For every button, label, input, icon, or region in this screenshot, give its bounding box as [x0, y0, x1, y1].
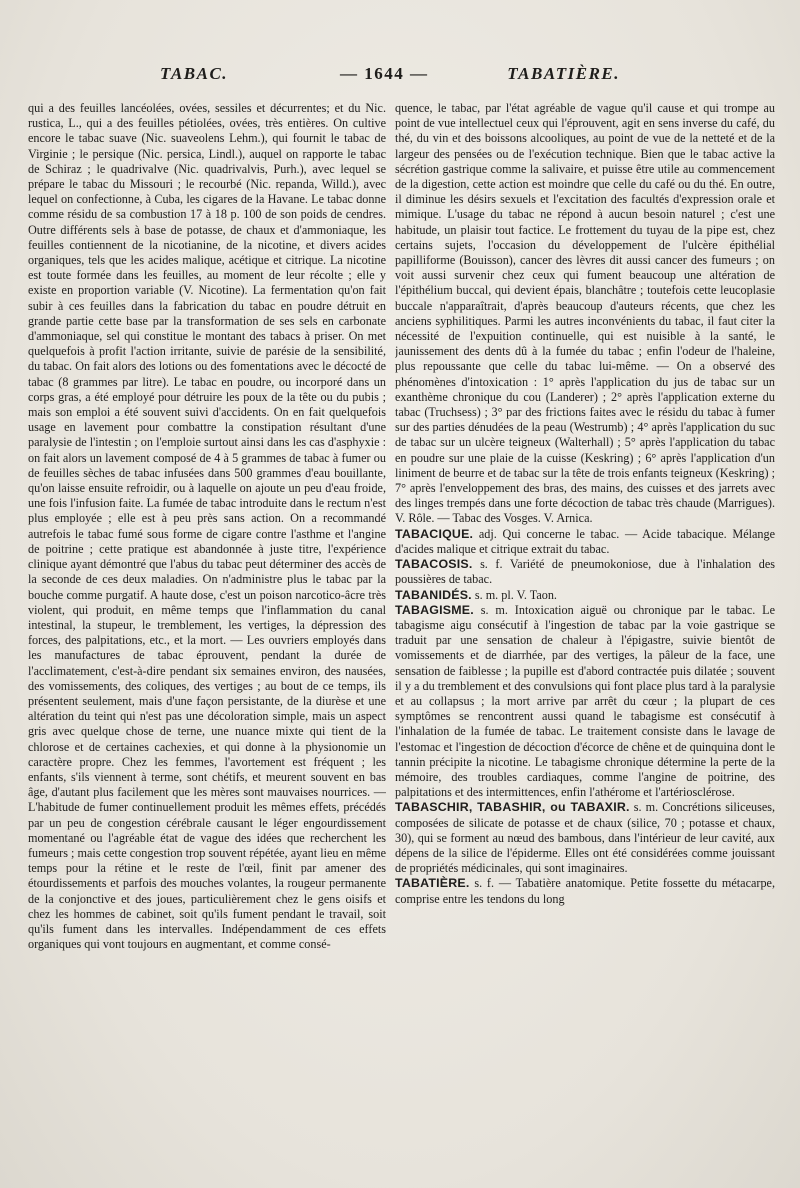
entry-headword: TABACIQUE. [395, 526, 474, 541]
right-column [395, 101, 775, 1181]
entry-headword: TABANIDÉS. [395, 587, 472, 602]
dictionary-entry [395, 800, 775, 876]
entry-headword: TABASCHIR, TABASHIR, ou TABAXIR. [395, 800, 630, 815]
entry-body: adj. Qui concerne le tabac. — Acide tabacique. Mélange d'acides malique et citrique extrait du tabac. [395, 526, 775, 556]
left-column-text: qui a des feuilles lancéolées, ovées, sessiles et décurrentes; et du Nic. rustica, L., qui a des feuilles pétiolées, ovées, très entières. On cultive encore le tabac suave (Nic. suaveolens Lehm.), qui fournit le tabac de Virginie ; le persique (Nic. persica, Lindl.), auquel on rapporte le tabac de Schiraz ; le quadrivalve (Nic. quadrivalvis, Purh.), avec lequel se prépare le tabac du Missouri ; le recourbé (Nic. repanda, Willd.), avec lequel on confectionne, à Cuba, les cigares de la Havane. Le tabac donne comme résidu de sa combustion 17 à 18 p. 100 de son poids de cendres. Outre différents sels à base de potasse, de chaux et d'ammoniaque, les feuilles contiennent de la nicotianine, de la nicotine, et divers acides organiques, tels que les acides malique, acétique et citrique. La nicotine est toute formée dans les feuilles, au moment de leur récolte ; elle y existe en proportion variable (V. Nicotine). La fermentation qu'on fait subir à ces feuilles dans la fabrication du tabac en poudre détruit en grande partie cette base par la transformation de ses sels en carbonate d'ammoniaque, sel qui constitue le montant des tabacs à priser. On met quelquefois à profit l'action irritante, suivie de parésie de la sensibilité, du tabac. On fait alors des lotions ou des fomentations avec le décocté de tabac (8 grammes par litre). Le tabac en poudre, ou incorporé dans un corps gras, a été employé pour détruire les poux de la tête ou du pubis ; mais son emploi a été souvent suivi d'accidents. On en fait quelquefois usage en lavement pour combattre la constipation résultant d'une paralysie de l'intestin ; on l'emploie surtout ainsi dans les cas d'asphyxie : on fait alors un lavement composé de 4 à 5 grammes de tabac à fumer ou de feuilles sèches de tabac infusées dans 500 grammes d'eau bouillante, qu'on laisse ensuite refroidir, ou à laquelle on ajoute un peu d'eau froide, une fois l'infusion faite. La fumée de tabac introduite dans le rectum n'est plus employée ; elle est à peu près sans action. On a recommandé autrefois le tabac fumé sous forme de cigare contre l'asthme et l'angine de poitrine ; cette pratique est abandonnée à juste titre, l'expérience clinique ayant démontré que l'abus du tabac peut déterminer des accès de la seconde de ces deux maladies. On n'administre plus le tabac par la bouche comme purgatif. A haute dose, c'est un poison narcotico-âcre très violent, qui produit, en même temps que l'inflammation du canal intestinal, la stupeur, le tremblement, les vertiges, la dépression des forces, des palpitations, etc., et la mort. — Les ouvriers employés dans les manufactures de tabac éprouvent, pendant la durée de l'acclimatement, c'est-à-dire pendant six semaines environ, des nausées, des vomissements, des coliques, des vertiges ; au bout de ce temps, ils présentent seulement, mais d'une façon persistante, de la diurèse et une altération du teint qui n'est pas une décoloration simple, mais un aspect gris avec quelque chose de terne, une nuance mixte qui tient de la chlorose et de certaines cachexies, et qui donne à la physionomie un caractère propre. Chez les femmes, l'avortement est fréquent ; les enfants, s'ils viennent à terme, sont chétifs, et meurent souvent en bas âge, d'autant plus facilement que les mères sont mauvaises nourrices. — L'habitude de fumer continuellement produit les mêmes effets, précédés par un peu de congestion cérébrale causant le léger engourdissement momentané ou l'agréable état de vague des idées que recherchent les fumeurs ; mais cette congestion trop souvent répétée, ayant lieu en même temps pour la rétine et le reste de l'œil, finit par amener des étourdissements et parfois des mouches volantes, la rougeur permanente de la conjonctive et des joues, particulièrement chez le gens oisifs et chez les hommes de cabinet, soit qu'ils fument pendant le travail, soit qu'ils fument dans les intervalles. Indépendamment de ces effets organiques qui vont toujours en augmentant, et comme consé- [28, 101, 386, 952]
dictionary-entry [395, 588, 775, 603]
entry-body: s. m. Concrétions siliceuses, composées de silicate de potasse et de chaux (silice, 70 ; potasse et chaux, 30), qui se forment au nœud des bambous, dans l'intérieur de leur cavité, aux dépens de la silice de l'épiderme. Elles ont été considérées comme jouissant de propriétés médicinales, qui sont imaginaires. [395, 800, 775, 876]
entry-headword: TABACOSIS. [395, 557, 473, 572]
dictionary-entry [395, 527, 775, 557]
running-header [150, 64, 620, 92]
entry-headword: TABAGISME. [395, 602, 474, 617]
entry-headword: TABATIÈRE. [395, 876, 470, 891]
right-column-continuation: quence, le tabac, par l'état agréable de vague qu'il cause et qui trompe au point de vue intellectuel ceux qui l'éprouvent, agit en sens inverse du café, du thé, du vin et des boissons alcooliques, au point de vue de la netteté et de la largeur des pensées ou de l'exécution technique. Bien que le tabac active la sécrétion gastrique comme la salivaire, et puisse être utile au commencement de la digestion, cette action est moindre que celle du café ou du thé. En outre, il diminue les désirs sexuels et l'excitation des facultés d'expression orale et mimique. L'usage du tabac ne répond à aucun besoin naturel ; c'est une habitude, un plaisir tout factice. Le frottement du tuyau de la pipe est, chez certains sujets, l'occasion du développement de l'ulcère épithélial papilliforme (Bouisson), cancer des lèvres dit aussi cancer des fumeurs ; on voit aussi survenir chez ceux qui fument beaucoup une altération de l'épithélium buccal, qui devient épais, blanchâtre ; toutefois cette leucoplasie buccale n'apparaîtrait, d'après beaucoup d'auteurs récents, que chez les anciens syphilitiques. Parmi les autres inconvénients du tabac, il faut citer la nécessité de l'expuition continuelle, qui est nuisible à la santé, le jaunissement des dents dû à la fumée du tabac ; enfin l'odeur de l'haleine, plus repoussante que celle du tabac lui-même. — On a observé des phénomènes d'intoxication : 1° après l'application du jus de tabac sur un exanthème chronique du cou (Landerer) ; 2° après l'application externe du tabac (Truchsess) ; 3° par des frictions faites avec le résidu du tabac à fumer sur des parties dénudées de la peau (Westrumb) ; 4° après l'application du suc de tabac sur un ulcère teigneux (Walterhall) ; 5° après l'application du tabac en poudre sur une plaie de la cuisse (Keskring) ; 6° après l'application d'un liniment de beurre et de tabac sur la tête de trois enfants teigneux (Keskring) ; 7° après l'enveloppement des bras, des mains, des cuisses et des jarrets avec des linges trempés dans une forte décoction de tabac très chaude (Marrigues). V. Rôle. — Tabac des Vosges. V. Arnica. [395, 101, 775, 526]
dictionary-entry [395, 603, 775, 801]
entry-body: s. m. Intoxication aiguë ou chronique par le tabac. Le tabagisme aigu consécutif à l'ingestion de tabac par la voie gastrique se traduit par une sensation de chaleur à l'épigastre, suivie bientôt de vomissements et de diarrhée, par des vertiges, la pâleur de la face, une sensation de faiblesse ; la pupille est d'abord contractée puis dilatée ; souvent il y a du tremblement et des convulsions qui font place plus tard à la paralysie et au collapsus ; la mort arrive par arrêt du cœur ; la plupart de ces symptômes se rencontrent aussi quand le tabagisme est consécutif à l'inhalation de la fumée de tabac. Le traitement consiste dans le lavage de l'estomac et l'ingestion de décoction d'écorce de chêne et de quinquina dont le tannin précipite la nicotine. Le tabagisme chronique détermine la perte de la mémoire, des troubles cardiaques, comme l'angine de poitrine, des palpitations et des intermittences, enfin l'athérome et l'artériosclérose. [395, 602, 775, 800]
dictionary-entry [395, 557, 775, 587]
left-column [28, 101, 386, 1181]
entry-body: s. f. Variété de pneumokoniose, due à l'inhalation des poussières de tabac. [395, 557, 775, 587]
dictionary-entry [395, 876, 775, 906]
header-right-word: TABATIÈRE. [507, 64, 620, 83]
header-left-word: TABAC. [160, 64, 229, 83]
page-number: — 1644 — [340, 64, 429, 83]
entry-body: s. m. pl. V. Taon. [474, 587, 557, 602]
entry-body: s. f. — Tabatière anatomique. Petite fossette du métacarpe, comprise entre les tendons du long [395, 876, 775, 906]
